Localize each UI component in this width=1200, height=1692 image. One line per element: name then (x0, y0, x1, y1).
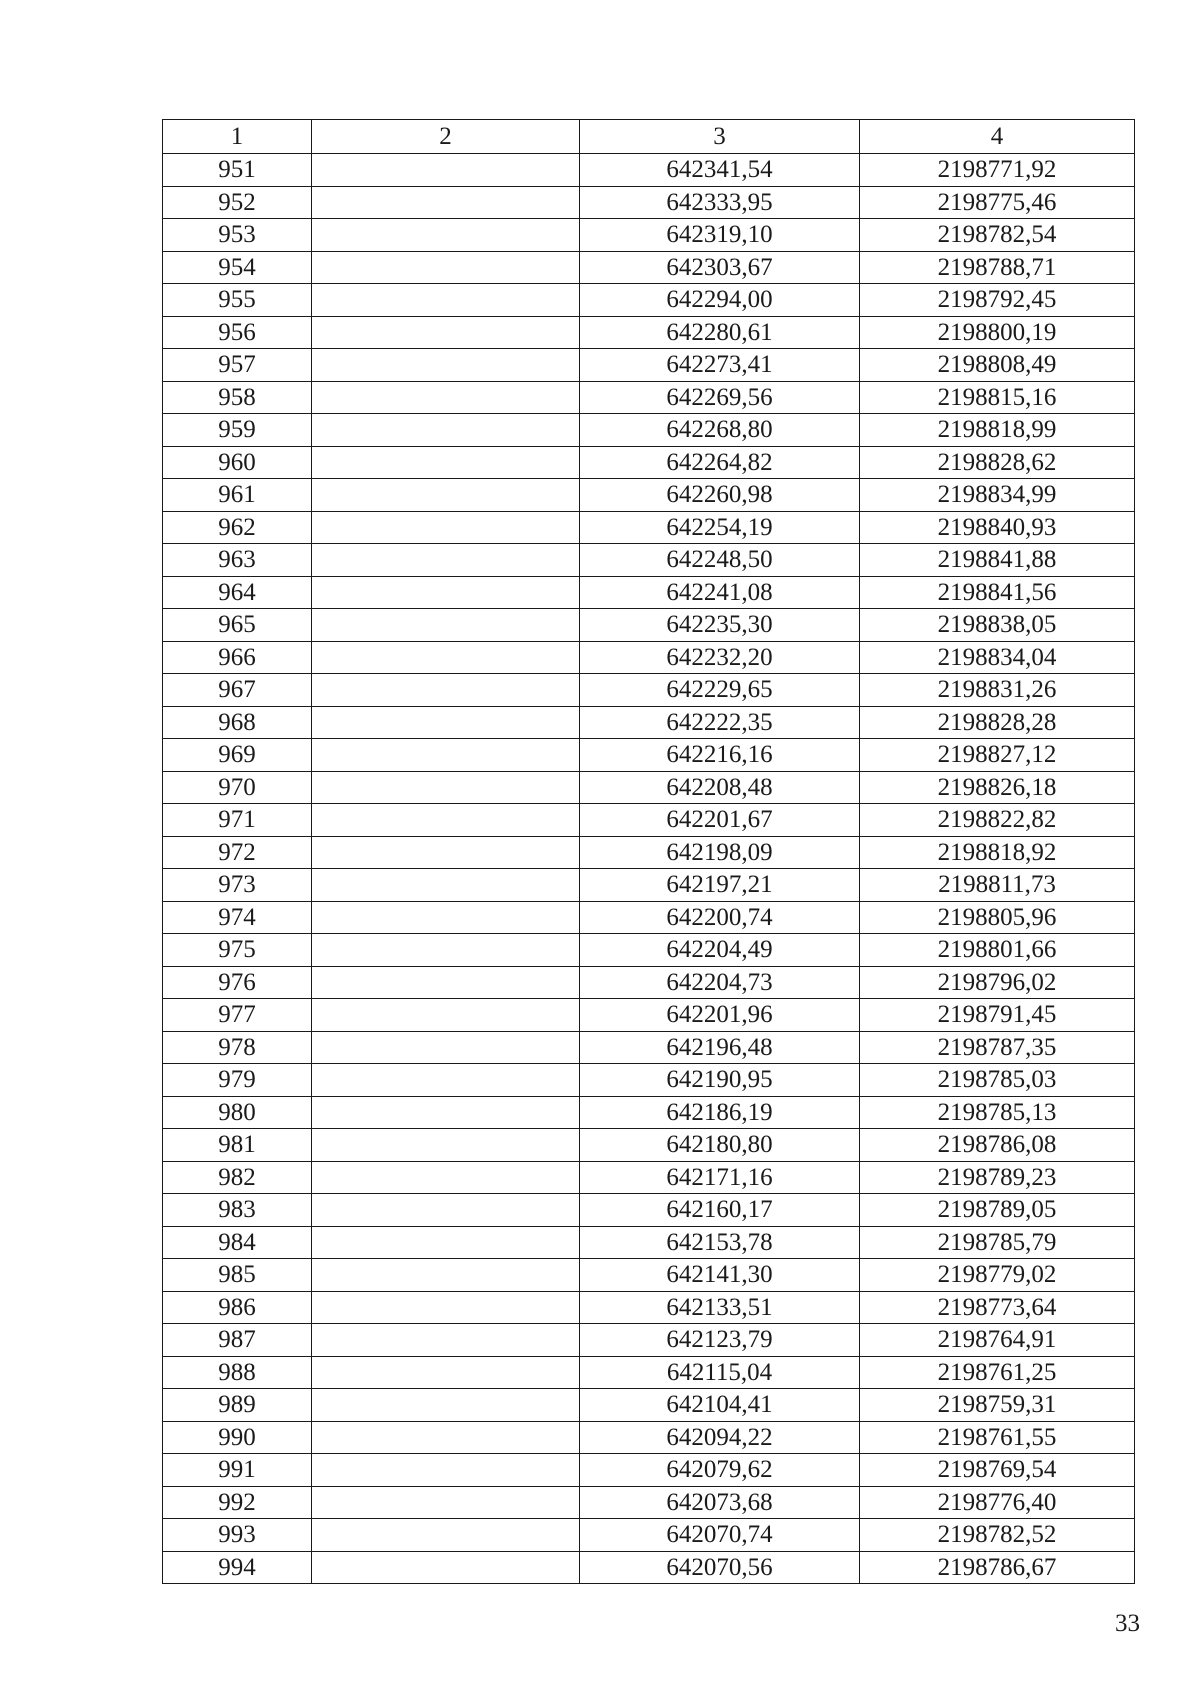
description-cell (312, 1291, 580, 1324)
x-coordinate-cell: 642198,09 (580, 836, 860, 869)
point-number-cell: 979 (163, 1064, 312, 1097)
point-number-cell: 956 (163, 316, 312, 349)
description-cell (312, 414, 580, 447)
point-number-cell: 967 (163, 674, 312, 707)
y-coordinate-cell: 2198811,73 (860, 869, 1135, 902)
description-cell (312, 1454, 580, 1487)
description-cell (312, 674, 580, 707)
y-coordinate-cell: 2198841,56 (860, 576, 1135, 609)
y-coordinate-cell: 2198828,28 (860, 706, 1135, 739)
header-row (163, 120, 1135, 154)
table-row (163, 1551, 1135, 1584)
y-coordinate-cell: 2198776,40 (860, 1486, 1135, 1519)
table-row (163, 284, 1135, 317)
x-coordinate-cell: 642201,67 (580, 804, 860, 837)
y-coordinate-cell: 2198779,02 (860, 1259, 1135, 1292)
table-row (163, 511, 1135, 544)
y-coordinate-cell: 2198771,92 (860, 154, 1135, 187)
table-row (163, 1519, 1135, 1552)
point-number-cell: 993 (163, 1519, 312, 1552)
y-coordinate-cell: 2198789,05 (860, 1194, 1135, 1227)
y-coordinate-cell: 2198761,25 (860, 1356, 1135, 1389)
point-number-cell: 969 (163, 739, 312, 772)
description-cell (312, 1356, 580, 1389)
y-coordinate-cell: 2198785,79 (860, 1226, 1135, 1259)
table-row (163, 1389, 1135, 1422)
table-body (163, 154, 1135, 1584)
y-coordinate-cell: 2198759,31 (860, 1389, 1135, 1422)
description-cell (312, 609, 580, 642)
x-coordinate-cell: 642070,56 (580, 1551, 860, 1584)
x-coordinate-cell: 642123,79 (580, 1324, 860, 1357)
point-number-cell: 970 (163, 771, 312, 804)
point-number-cell: 980 (163, 1096, 312, 1129)
column-header-2: 2 (312, 120, 580, 154)
x-coordinate-cell: 642216,16 (580, 739, 860, 772)
description-cell (312, 966, 580, 999)
table-row (163, 1486, 1135, 1519)
x-coordinate-cell: 642208,48 (580, 771, 860, 804)
description-cell (312, 1096, 580, 1129)
table-row (163, 641, 1135, 674)
x-coordinate-cell: 642153,78 (580, 1226, 860, 1259)
y-coordinate-cell: 2198831,26 (860, 674, 1135, 707)
y-coordinate-cell: 2198785,13 (860, 1096, 1135, 1129)
point-number-cell: 960 (163, 446, 312, 479)
x-coordinate-cell: 642141,30 (580, 1259, 860, 1292)
x-coordinate-cell: 642196,48 (580, 1031, 860, 1064)
x-coordinate-cell: 642197,21 (580, 869, 860, 902)
table-row (163, 154, 1135, 187)
point-number-cell: 955 (163, 284, 312, 317)
x-coordinate-cell: 642201,96 (580, 999, 860, 1032)
x-coordinate-cell: 642241,08 (580, 576, 860, 609)
x-coordinate-cell: 642204,73 (580, 966, 860, 999)
point-number-cell: 962 (163, 511, 312, 544)
x-coordinate-cell: 642115,04 (580, 1356, 860, 1389)
description-cell (312, 1259, 580, 1292)
description-cell (312, 316, 580, 349)
table-row (163, 804, 1135, 837)
y-coordinate-cell: 2198788,71 (860, 251, 1135, 284)
table-row (163, 869, 1135, 902)
description-cell (312, 934, 580, 967)
y-coordinate-cell: 2198775,46 (860, 186, 1135, 219)
table-row (163, 1161, 1135, 1194)
y-coordinate-cell: 2198786,67 (860, 1551, 1135, 1584)
page-number: 33 (1115, 1610, 1140, 1637)
description-cell (312, 1324, 580, 1357)
description-cell (312, 154, 580, 187)
x-coordinate-cell: 642232,20 (580, 641, 860, 674)
x-coordinate-cell: 642079,62 (580, 1454, 860, 1487)
y-coordinate-cell: 2198791,45 (860, 999, 1135, 1032)
x-coordinate-cell: 642073,68 (580, 1486, 860, 1519)
table-row (163, 316, 1135, 349)
y-coordinate-cell: 2198828,62 (860, 446, 1135, 479)
point-number-cell: 958 (163, 381, 312, 414)
description-cell (312, 1031, 580, 1064)
point-number-cell: 951 (163, 154, 312, 187)
y-coordinate-cell: 2198785,03 (860, 1064, 1135, 1097)
description-cell (312, 706, 580, 739)
y-coordinate-cell: 2198838,05 (860, 609, 1135, 642)
point-number-cell: 983 (163, 1194, 312, 1227)
table-row (163, 1324, 1135, 1357)
description-cell (312, 1389, 580, 1422)
point-number-cell: 964 (163, 576, 312, 609)
description-cell (312, 1194, 580, 1227)
x-coordinate-cell: 642160,17 (580, 1194, 860, 1227)
table-row (163, 674, 1135, 707)
x-coordinate-cell: 642303,67 (580, 251, 860, 284)
y-coordinate-cell: 2198764,91 (860, 1324, 1135, 1357)
x-coordinate-cell: 642294,00 (580, 284, 860, 317)
x-coordinate-cell: 642254,19 (580, 511, 860, 544)
description-cell (312, 1519, 580, 1552)
y-coordinate-cell: 2198818,92 (860, 836, 1135, 869)
description-cell (312, 251, 580, 284)
description-cell (312, 219, 580, 252)
x-coordinate-cell: 642269,56 (580, 381, 860, 414)
y-coordinate-cell: 2198827,12 (860, 739, 1135, 772)
table-row (163, 1226, 1135, 1259)
x-coordinate-cell: 642200,74 (580, 901, 860, 934)
table-row (163, 576, 1135, 609)
x-coordinate-cell: 642094,22 (580, 1421, 860, 1454)
point-number-cell: 978 (163, 1031, 312, 1064)
point-number-cell: 963 (163, 544, 312, 577)
x-coordinate-cell: 642070,74 (580, 1519, 860, 1552)
description-cell (312, 836, 580, 869)
table-row (163, 446, 1135, 479)
point-number-cell: 974 (163, 901, 312, 934)
description-cell (312, 1129, 580, 1162)
x-coordinate-cell: 642264,82 (580, 446, 860, 479)
point-number-cell: 992 (163, 1486, 312, 1519)
x-coordinate-cell: 642104,41 (580, 1389, 860, 1422)
y-coordinate-cell: 2198826,18 (860, 771, 1135, 804)
point-number-cell: 982 (163, 1161, 312, 1194)
y-coordinate-cell: 2198786,08 (860, 1129, 1135, 1162)
table-row (163, 381, 1135, 414)
point-number-cell: 952 (163, 186, 312, 219)
point-number-cell: 968 (163, 706, 312, 739)
y-coordinate-cell: 2198818,99 (860, 414, 1135, 447)
y-coordinate-cell: 2198840,93 (860, 511, 1135, 544)
table-row (163, 1356, 1135, 1389)
table-row (163, 1259, 1135, 1292)
column-header-3: 3 (580, 120, 860, 154)
table-row (163, 544, 1135, 577)
point-number-cell: 959 (163, 414, 312, 447)
description-cell (312, 804, 580, 837)
x-coordinate-cell: 642341,54 (580, 154, 860, 187)
y-coordinate-cell: 2198834,99 (860, 479, 1135, 512)
x-coordinate-cell: 642204,49 (580, 934, 860, 967)
point-number-cell: 988 (163, 1356, 312, 1389)
x-coordinate-cell: 642186,19 (580, 1096, 860, 1129)
table-row (163, 609, 1135, 642)
x-coordinate-cell: 642273,41 (580, 349, 860, 382)
table-row (163, 219, 1135, 252)
x-coordinate-cell: 642333,95 (580, 186, 860, 219)
y-coordinate-cell: 2198822,82 (860, 804, 1135, 837)
y-coordinate-cell: 2198787,35 (860, 1031, 1135, 1064)
y-coordinate-cell: 2198789,23 (860, 1161, 1135, 1194)
table-row (163, 1454, 1135, 1487)
point-number-cell: 973 (163, 869, 312, 902)
point-number-cell: 994 (163, 1551, 312, 1584)
point-number-cell: 977 (163, 999, 312, 1032)
point-number-cell: 989 (163, 1389, 312, 1422)
description-cell (312, 349, 580, 382)
point-number-cell: 981 (163, 1129, 312, 1162)
description-cell (312, 511, 580, 544)
x-coordinate-cell: 642180,80 (580, 1129, 860, 1162)
description-cell (312, 739, 580, 772)
description-cell (312, 479, 580, 512)
description-cell (312, 186, 580, 219)
y-coordinate-cell: 2198782,54 (860, 219, 1135, 252)
description-cell (312, 771, 580, 804)
description-cell (312, 446, 580, 479)
point-number-cell: 975 (163, 934, 312, 967)
table-row (163, 1291, 1135, 1324)
description-cell (312, 381, 580, 414)
point-number-cell: 966 (163, 641, 312, 674)
point-number-cell: 953 (163, 219, 312, 252)
description-cell (312, 544, 580, 577)
point-number-cell: 991 (163, 1454, 312, 1487)
y-coordinate-cell: 2198801,66 (860, 934, 1135, 967)
point-number-cell: 990 (163, 1421, 312, 1454)
coordinates-table (162, 119, 1135, 1584)
point-number-cell: 987 (163, 1324, 312, 1357)
y-coordinate-cell: 2198834,04 (860, 641, 1135, 674)
description-cell (312, 869, 580, 902)
table-row (163, 414, 1135, 447)
table-row (163, 999, 1135, 1032)
point-number-cell: 976 (163, 966, 312, 999)
description-cell (312, 901, 580, 934)
x-coordinate-cell: 642190,95 (580, 1064, 860, 1097)
x-coordinate-cell: 642133,51 (580, 1291, 860, 1324)
table-row (163, 1194, 1135, 1227)
point-number-cell: 984 (163, 1226, 312, 1259)
table-row (163, 1064, 1135, 1097)
x-coordinate-cell: 642235,30 (580, 609, 860, 642)
table-row (163, 901, 1135, 934)
y-coordinate-cell: 2198761,55 (860, 1421, 1135, 1454)
y-coordinate-cell: 2198805,96 (860, 901, 1135, 934)
table-row (163, 1129, 1135, 1162)
description-cell (312, 1486, 580, 1519)
column-header-1: 1 (163, 120, 312, 154)
point-number-cell: 986 (163, 1291, 312, 1324)
table-row (163, 1096, 1135, 1129)
table-row (163, 836, 1135, 869)
y-coordinate-cell: 2198782,52 (860, 1519, 1135, 1552)
x-coordinate-cell: 642319,10 (580, 219, 860, 252)
x-coordinate-cell: 642222,35 (580, 706, 860, 739)
description-cell (312, 999, 580, 1032)
column-header-4: 4 (860, 120, 1135, 154)
table-row (163, 966, 1135, 999)
description-cell (312, 641, 580, 674)
x-coordinate-cell: 642171,16 (580, 1161, 860, 1194)
x-coordinate-cell: 642280,61 (580, 316, 860, 349)
point-number-cell: 957 (163, 349, 312, 382)
y-coordinate-cell: 2198841,88 (860, 544, 1135, 577)
y-coordinate-cell: 2198796,02 (860, 966, 1135, 999)
x-coordinate-cell: 642248,50 (580, 544, 860, 577)
description-cell (312, 1161, 580, 1194)
point-number-cell: 985 (163, 1259, 312, 1292)
y-coordinate-cell: 2198792,45 (860, 284, 1135, 317)
point-number-cell: 954 (163, 251, 312, 284)
x-coordinate-cell: 642268,80 (580, 414, 860, 447)
description-cell (312, 1421, 580, 1454)
y-coordinate-cell: 2198808,49 (860, 349, 1135, 382)
description-cell (312, 284, 580, 317)
table-row (163, 1031, 1135, 1064)
description-cell (312, 576, 580, 609)
table-row (163, 251, 1135, 284)
table-row (163, 186, 1135, 219)
point-number-cell: 972 (163, 836, 312, 869)
point-number-cell: 965 (163, 609, 312, 642)
description-cell (312, 1226, 580, 1259)
x-coordinate-cell: 642229,65 (580, 674, 860, 707)
y-coordinate-cell: 2198773,64 (860, 1291, 1135, 1324)
description-cell (312, 1551, 580, 1584)
table-row (163, 706, 1135, 739)
table-row (163, 771, 1135, 804)
x-coordinate-cell: 642260,98 (580, 479, 860, 512)
table-header (163, 120, 1135, 154)
table-row (163, 1421, 1135, 1454)
description-cell (312, 1064, 580, 1097)
point-number-cell: 971 (163, 804, 312, 837)
y-coordinate-cell: 2198800,19 (860, 316, 1135, 349)
table-row (163, 479, 1135, 512)
y-coordinate-cell: 2198815,16 (860, 381, 1135, 414)
point-number-cell: 961 (163, 479, 312, 512)
table-row (163, 739, 1135, 772)
table-row (163, 349, 1135, 382)
table-row (163, 934, 1135, 967)
y-coordinate-cell: 2198769,54 (860, 1454, 1135, 1487)
